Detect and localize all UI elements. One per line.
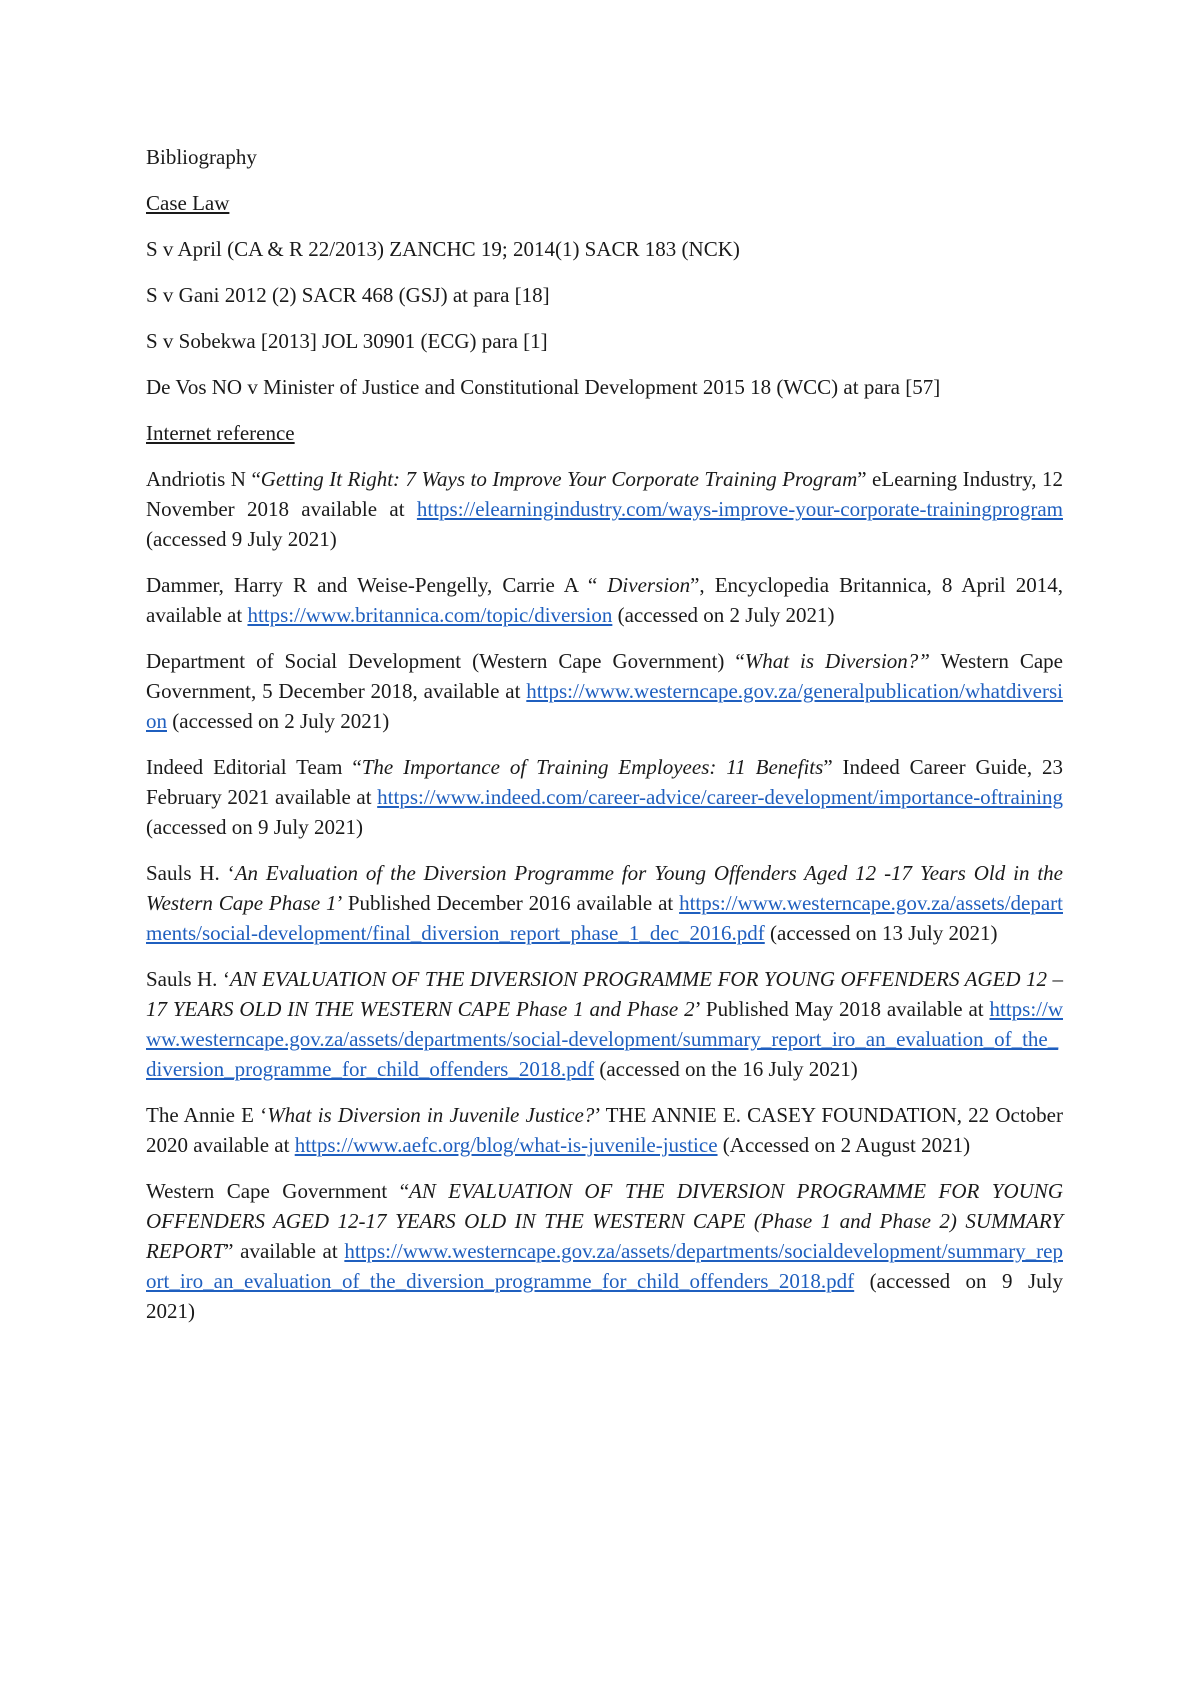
reference-author: Dammer, Harry R and Weise-Pengelly, Carrie A “ — [146, 573, 608, 597]
reference-entry — [146, 1100, 1063, 1160]
reference-title: AN EVALUATION OF THE DIVERSION PROGRAMME FOR YOUNG OFFENDERS AGED 12 – 17 YEARS OLD IN THE WESTERN CAPE Phase 1 and Phase 2 — [146, 967, 1064, 1021]
reference-source: ’ THE ANNIE E. CASEY FOUNDATION, 22 October 2020 available at — [146, 1103, 1063, 1157]
reference-author: Sauls H. ‘ — [146, 967, 230, 991]
reference-entry — [146, 570, 1063, 630]
internet-reference-heading — [146, 418, 1063, 448]
reference-author: The Annie E ‘ — [146, 1103, 268, 1127]
reference-accessed: (accessed on 13 July 2021) — [764, 921, 998, 945]
bibliography-content — [146, 142, 1063, 1342]
reference-accessed: (accessed on the 16 July 2021) — [594, 1057, 858, 1081]
case-law-heading-text: Case Law — [146, 191, 230, 215]
reference-entry — [146, 752, 1063, 842]
reference-title: The Importance of Training Employees: 11 Benefits — [361, 755, 824, 779]
reference-entry — [146, 464, 1063, 554]
reference-source: ’ Published December 2016 available at — [336, 891, 680, 915]
reference-author: Andriotis N “ — [146, 467, 261, 491]
reference-author: Sauls H. ‘ — [146, 861, 235, 885]
reference-title: What is Diversion in Juvenile Justice? — [267, 1103, 595, 1127]
reference-accessed: (accessed on 9 July 2021) — [146, 1269, 1063, 1323]
case-entry: S v April (CA & R 22/2013) ZANCHC 19; 2014(1) SACR 183 (NCK) — [146, 237, 740, 261]
case-entry: S v Sobekwa [2013] JOL 30901 (ECG) para [1] — [146, 329, 548, 353]
reference-link[interactable]: https://www.aefc.org/blog/what-is-juvenile-justice — [294, 1133, 718, 1157]
reference-link[interactable]: https://www.westerncape.gov.za/assets/departments/socialdevelopment/summary_report_iro_an_evaluation_of_the_diversion_programme_for_child_offenders_2018.pdf — [146, 1239, 1063, 1293]
case-entry: De Vos NO v Minister of Justice and Constitutional Development 2015 18 (WCC) at para [57] — [146, 375, 941, 399]
reference-accessed: (accessed on 2 July 2021) — [167, 709, 390, 733]
reference-link[interactable]: https://www.westerncape.gov.za/generalpublication/whatdiversion — [146, 679, 1063, 733]
reference-link[interactable]: https://www.britannica.com/topic/diversion — [247, 603, 613, 627]
reference-link[interactable]: https://www.indeed.com/career-advice/career-development/importance-oftraining — [377, 785, 1063, 809]
reference-author: Western Cape Government “ — [146, 1179, 410, 1203]
reference-accessed: (accessed 9 July 2021) — [146, 527, 337, 551]
reference-link[interactable]: https://www.westerncape.gov.za/assets/departments/social-development/summary_report_iro_an_evaluation_of_the_diversion_programme_for_child_offenders_2018.pdf — [146, 997, 1063, 1081]
reference-entry — [146, 1176, 1063, 1326]
reference-source: ” available at — [224, 1239, 345, 1263]
reference-entry — [146, 646, 1063, 736]
reference-title: AN EVALUATION OF THE DIVERSION PROGRAMME FOR YOUNG OFFENDERS AGED 12-17 YEARS OLD IN THE WESTERN CAPE (Phase 1 and Phase 2) SUMMARY REPORT — [146, 1179, 1063, 1263]
reference-link[interactable]: https://www.westerncape.gov.za/assets/departments/social-development/final_diversion_report_phase_1_dec_2016.pdf — [146, 891, 1063, 945]
reference-source: ” Indeed Career Guide, 23 February 2021 available at — [146, 755, 1064, 809]
reference-title: Getting It Right: 7 Ways to Improve Your Corporate Training Program — [260, 467, 858, 491]
case-law-heading — [146, 188, 1063, 218]
case-entry: S v Gani 2012 (2) SACR 468 (GSJ) at para [18] — [146, 283, 550, 307]
reference-entry — [146, 964, 1063, 1084]
reference-accessed: (accessed on 2 July 2021) — [612, 603, 835, 627]
reference-source: ’ Published May 2018 available at — [694, 997, 990, 1021]
internet-reference-heading-text: Internet reference — [146, 421, 295, 445]
reference-accessed: (Accessed on 2 August 2021) — [717, 1133, 971, 1157]
reference-link[interactable]: https://elearningindustry.com/ways-improve-your-corporate-trainingprogram — [416, 497, 1063, 521]
reference-source: ”, Encyclopedia Britannica, 8 April 2014, available at — [146, 573, 1063, 627]
page-title: Bibliography — [146, 145, 257, 169]
reference-title: What is Diversion?” — [744, 649, 930, 673]
reference-title: Diversion — [607, 573, 691, 597]
reference-entry — [146, 858, 1063, 948]
reference-author: Indeed Editorial Team “ — [146, 755, 362, 779]
reference-source: ” eLearning Industry, 12 November 2018 available at — [146, 467, 1064, 521]
reference-title: An Evaluation of the Diversion Programme for Young Offenders Aged 12 -17 Years Old in the Western Cape Phase 1 — [146, 861, 1063, 915]
reference-accessed: (accessed on 9 July 2021) — [146, 815, 363, 839]
reference-author: Department of Social Development (Western Cape Government) “ — [146, 649, 745, 673]
reference-source: Western Cape Government, 5 December 2018, available at — [146, 649, 1063, 703]
